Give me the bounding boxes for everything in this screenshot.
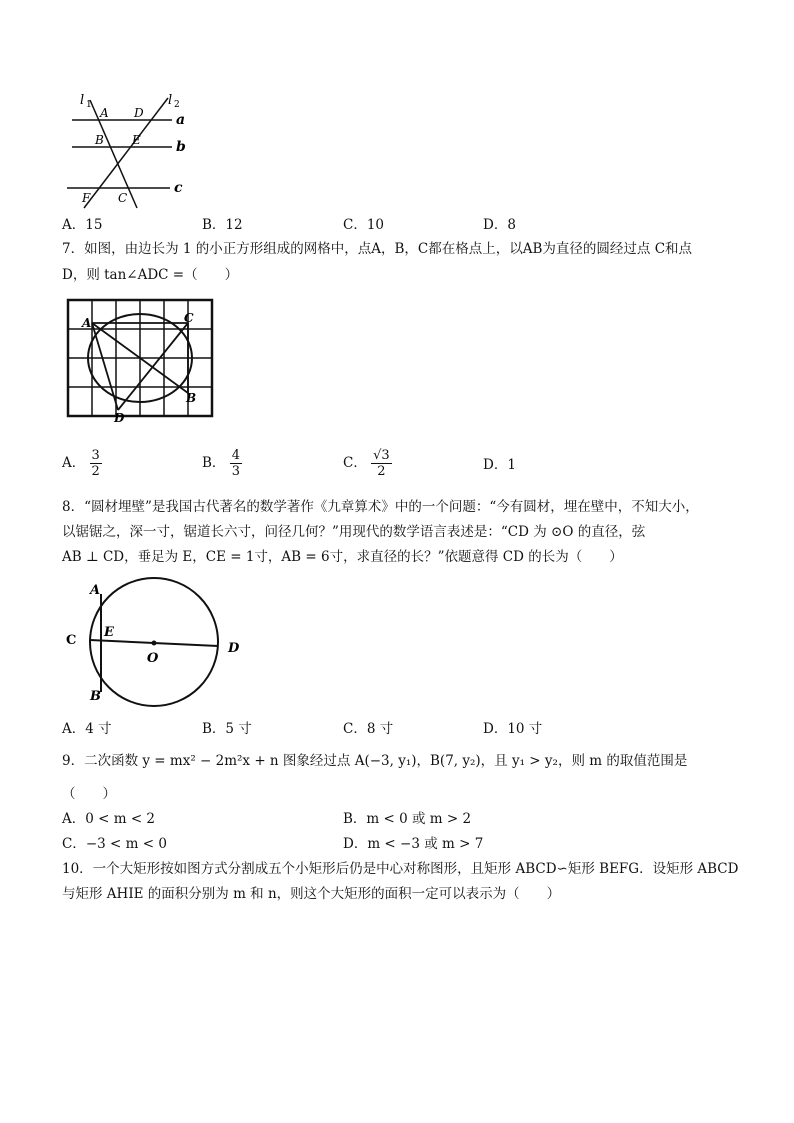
label-l2: l: [168, 93, 173, 108]
q7-option-c[interactable]: C． $\frac{√3}{2}$: [343, 448, 390, 479]
label-E: E: [104, 625, 114, 640]
label-O: O: [147, 651, 159, 666]
label-c: c: [174, 180, 183, 196]
label-C: C: [118, 191, 128, 205]
q9-option-b[interactable]: B．m < 0 或 m > 2: [343, 811, 472, 827]
q9-option-a[interactable]: A．0 < m < 2: [62, 811, 156, 827]
q8-option-c[interactable]: C．8 寸: [343, 721, 394, 737]
label-l1: l: [80, 93, 85, 108]
q8-figure: [62, 576, 252, 711]
label-B: B: [186, 391, 197, 405]
label-D: D: [114, 411, 125, 425]
label-l2-sub: 2: [174, 100, 180, 110]
q10-stem-line1: 10．一个大矩形按如图方式分割成五个小矩形后仍是中心对称图形，且矩形 ABCD∽矩形 BEFG．设矩形 ABCD: [62, 861, 739, 877]
fraction: $\frac{√3}{2}$: [373, 448, 390, 479]
label-l1-sub: 1: [86, 100, 92, 110]
q7-option-d[interactable]: D．1: [483, 457, 516, 473]
label-A: A: [82, 316, 92, 330]
q9-stem-line1: 9．二次函数 y = mx² − 2m²x + n 图象经过点 A(−3, y₁)，B(7, y₂)，且 y₁ > y₂，则 m 的取值范围是: [62, 753, 688, 769]
q7-option-b[interactable]: B． $\frac{4}{3}$: [202, 448, 240, 479]
q8-option-d[interactable]: D．10 寸: [483, 721, 543, 737]
label-E: E: [132, 133, 141, 147]
q6-option-d[interactable]: D．8: [483, 217, 516, 233]
q8-stem-line1: 8．“圆材埋壁”是我国古代著名的数学著作《九章算术》中的一个问题：“今有圆材，埋在壁中，不知大小，: [62, 499, 699, 515]
label-a: a: [176, 112, 186, 128]
q9-option-c[interactable]: C．−3 < m < 0: [62, 836, 167, 852]
label-D: D: [134, 106, 144, 120]
q8-option-b[interactable]: B．5 寸: [202, 721, 252, 737]
q7-stem-line2: D，则 tan∠ADC =（ ）: [62, 267, 239, 283]
q6-figure: [62, 92, 192, 210]
q9-stem-line2: （ ）: [62, 786, 116, 802]
q8-stem-line2: 以锯锯之，深一寸，锯道长六寸，问径几何？”用现代的数学语言表述是：“CD 为 ⊙O 的直径，弦: [62, 524, 646, 540]
label-B: B: [95, 133, 104, 147]
q6-option-a[interactable]: A．15: [62, 217, 103, 233]
q7-figure: [62, 296, 222, 426]
label-B: B: [90, 689, 101, 704]
label-D: D: [228, 641, 240, 656]
center-point: [152, 641, 157, 646]
q10-stem-line2: 与矩形 AHIE 的面积分别为 m 和 n，则这个大矩形的面积一定可以表示为（ ）: [62, 886, 561, 902]
q6-option-b[interactable]: B．12: [202, 217, 243, 233]
label-A: A: [90, 583, 101, 598]
q8-option-a[interactable]: A．4 寸: [62, 721, 112, 737]
segment-DC: [118, 323, 188, 410]
q9-option-d[interactable]: D．m < −3 或 m > 7: [343, 836, 484, 852]
fraction: $\frac{4}{3}$: [231, 448, 240, 479]
q7-option-a[interactable]: A． $\frac{3}{2}$: [62, 448, 100, 479]
q6-option-c[interactable]: C．10: [343, 217, 385, 233]
label-C: C: [66, 633, 77, 648]
q7-stem-line1: 7．如图，由边长为 1 的小正方形组成的网格中，点A，B，C都在格点上，以AB为直径的圆经过点 C和点: [62, 241, 693, 257]
segment-AD: [92, 323, 118, 410]
label-A: A: [100, 106, 109, 120]
q8-stem-line3: AB ⊥ CD，垂足为 E，CE = 1寸，AB = 6寸，求直径的长？”依题意得 CD 的长为（ ）: [62, 549, 623, 565]
label-b: b: [176, 139, 186, 155]
label-F: F: [82, 191, 91, 205]
label-C: C: [184, 311, 194, 325]
fraction: $\frac{3}{2}$: [91, 448, 100, 479]
